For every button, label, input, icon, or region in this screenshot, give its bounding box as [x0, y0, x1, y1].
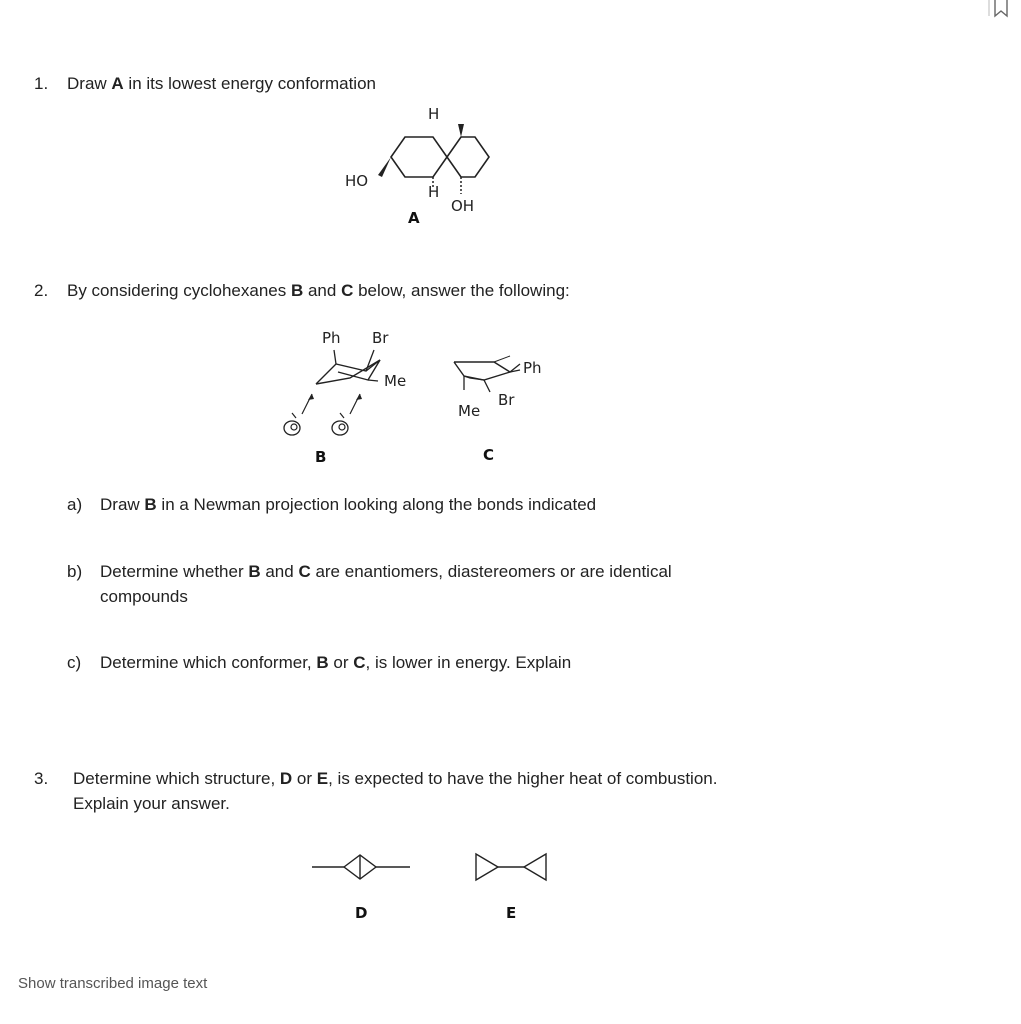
label-b-br: Br	[372, 329, 389, 347]
subquestion-text: Draw B in a Newman projection looking along the bonds indicated	[100, 495, 597, 514]
subquestion-letter: c)	[67, 653, 82, 672]
eye-icon	[332, 413, 348, 435]
question-number: 2.	[34, 281, 49, 300]
caption-d: D	[355, 904, 368, 922]
molecule-e-structure	[472, 850, 552, 885]
caption-b: B	[315, 448, 327, 466]
show-transcribed-link[interactable]: Show transcribed image text	[18, 975, 208, 992]
label-c-me: Me	[458, 402, 481, 420]
eye-icon	[284, 413, 300, 435]
subquestion-text: Determine which conformer, B or C, is lower in energy. Explain	[100, 653, 572, 672]
question-number: 1.	[34, 74, 49, 93]
label-b-ph: Ph	[322, 329, 341, 347]
caption-e: E	[506, 904, 517, 922]
label-h-bottom: H	[428, 183, 440, 201]
subquestion-text-line2: compounds	[100, 587, 188, 606]
question-text: By considering cyclohexanes B and C below, answer the following:	[67, 281, 570, 300]
label-h-top: H	[428, 105, 440, 123]
molecule-d-structure	[310, 850, 415, 885]
question-number: 3.	[34, 769, 49, 788]
label-ho: HO	[345, 172, 369, 190]
label-c-br: Br	[498, 391, 515, 409]
subquestion-letter: a)	[67, 495, 83, 514]
question-text: Draw A in its lowest energy conformation	[67, 74, 376, 93]
question-text: Determine which structure, D or E, is expected to have the higher heat of combustion.	[73, 769, 718, 788]
bookmark-icon[interactable]	[989, 0, 1013, 18]
question-text-line2: Explain your answer.	[73, 794, 230, 813]
label-b-me: Me	[384, 372, 407, 390]
caption-c: C	[483, 446, 495, 464]
label-oh: OH	[451, 197, 475, 215]
molecule-b-structure	[280, 340, 420, 450]
caption-a: A	[408, 209, 420, 227]
label-c-ph: Ph	[523, 359, 542, 377]
subquestion-text: Determine whether B and C are enantiomers, diastereomers or are identical	[100, 562, 672, 581]
subquestion-letter: b)	[67, 562, 83, 581]
